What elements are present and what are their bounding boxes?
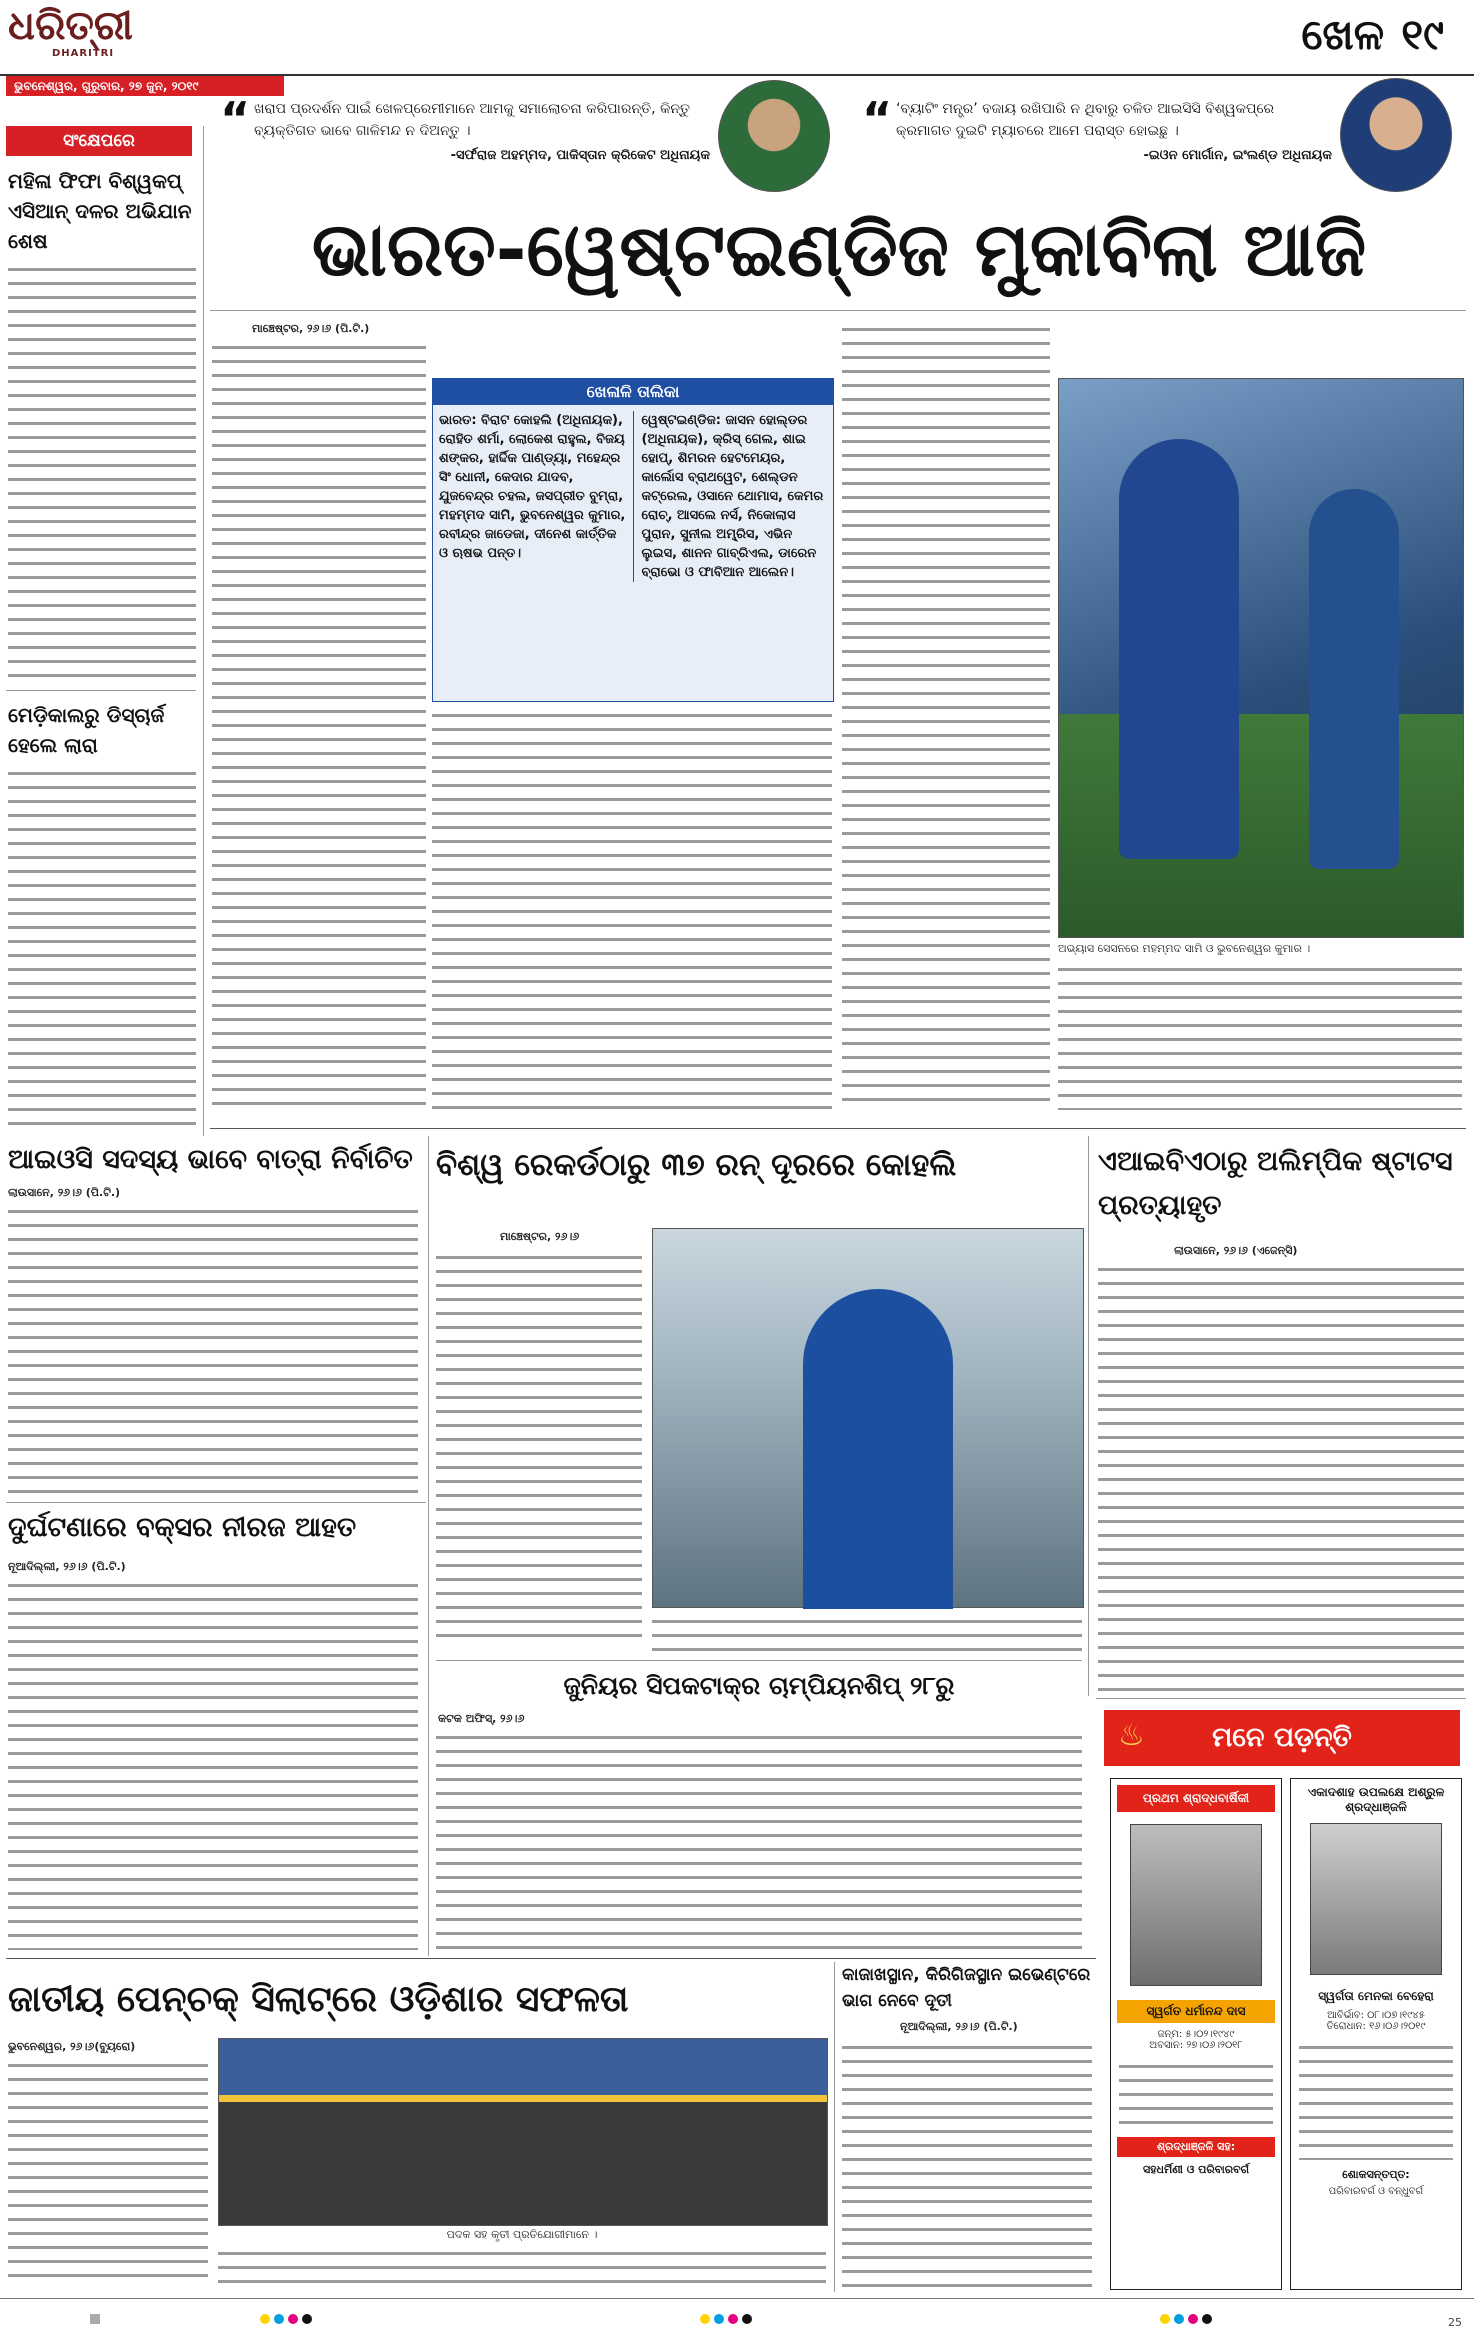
section-label bbox=[1214, 10, 1444, 70]
players-box-title: ଖେଳାଳି ତାଲିକା bbox=[433, 379, 833, 405]
lead-dateline: ମାଞ୍ଚେଷ୍ଟର, ୨୬।୬ (ପି.ଟି.) bbox=[252, 322, 370, 335]
memorial-right-heading: ଏକାଦଶାହ ଉପଲକ୍ଷେ ଅଶ୍ରୁଳ ଶ୍ରଦ୍ଧାଞ୍ଜଳି bbox=[1307, 1785, 1445, 1814]
players-india: ଭାରତ: ବିରାଟ କୋହଲି (ଅଧିନାୟକ), ରୋହିତ ଶର୍ମା, ଲୋକେଶ ରାହୁଲ, ବିଜୟ ଶଙ୍କର, ହାର୍ଦ୍ଦିକ ପାଣ୍ଡ୍ୟା, ମହେନ୍ଦ୍ର ସିଂ ଧୋନୀ, କେଦାର ଯାଦବ, ଯୁଜବେନ୍ଦ୍ର ଚହଲ, ଜସପ୍ରୀତ ବୁମ୍ରା, ମହମ୍ମଦ ସାମି, ଭୁବନେଶ୍ୱର କୁମାର, ରବୀନ୍ଦ୍ର ଜାଡେଜା, ଦୀନେଶ କାର୍ତ୍ତିକ ଓ ଋଷଭ ପନ୍ତ। bbox=[439, 411, 634, 582]
logo-latin: DHARITRI bbox=[52, 48, 115, 59]
lamp-icon: ♨ bbox=[1118, 1718, 1145, 1753]
masthead-logo bbox=[8, 4, 198, 64]
memorial-title: ମନେ ପଡ଼ନ୍ତି bbox=[1212, 1722, 1352, 1753]
memorial-left-detail: ଅବସାନ: ୨୭।୦୬।୨୦୧୮ bbox=[1149, 2040, 1243, 2051]
memorial-left-name: ସ୍ୱର୍ଗତ ଧର୍ମାନନ୍ଦ ଦାସ bbox=[1117, 2000, 1275, 2023]
memorial-left-footer-label: ଶ୍ରଦ୍ଧାଞ୍ଜଳି ସହ: bbox=[1117, 2137, 1275, 2157]
neeraj-headline: ଦୁର୍ଘଟଣାରେ ବକ୍ସର ନୀରଜ ଆହତ bbox=[8, 1512, 357, 1543]
quote-mark-icon: “ bbox=[862, 92, 893, 146]
quote-text: ‘ବ୍ୟାଟିଂ ମନ୍ତ୍ର’ ବଜାୟ ରଖିପାରି ନ ଥିବାରୁ ଚଳିତ ଆଇସିସି ବିଶ୍ୱକପ୍‌ରେ କ୍ରମାଗତ ଦୁଇଟି ମ୍ୟାଚରେ ଆମେ ପରାସ୍ତ ହୋଇଛୁ । bbox=[896, 101, 1275, 139]
aiba-dateline: ଲାଉସାନେ, ୨୬।୬ (ଏଜେନ୍ସି) bbox=[1174, 1244, 1298, 1257]
sidebar-story-body bbox=[8, 262, 196, 680]
quote-text: ଖରାପ ପ୍ରଦର୍ଶନ ପାଇଁ ଖେଳପ୍ରେମୀମାନେ ଆମକୁ ସମାଲୋଚନା କରିପାରନ୍ତି, କିନ୍ତୁ ବ୍ୟକ୍ତିଗତ ଭାବେ ଗାଳିମନ୍ଦ ନ ଦିଅନ୍ତୁ । bbox=[254, 101, 690, 139]
memorial-right bbox=[1290, 1778, 1462, 2290]
player-figure bbox=[1309, 489, 1399, 869]
registration-marks bbox=[0, 2310, 1474, 2330]
lead-body-col1 bbox=[212, 340, 426, 1110]
pencak-body-col1 bbox=[8, 2058, 208, 2288]
player-figure bbox=[1119, 439, 1239, 859]
batra-headline: ଆଇଓସି ସଦସ୍ୟ ଭାବେ ବାତ୍ରା ନିର୍ବାଚିତ bbox=[8, 1144, 413, 1175]
memorial-right-photo bbox=[1310, 1823, 1442, 1975]
kohli-headline: ବିଶ୍ୱ ରେକର୍ଡଠାରୁ ୩୭ ରନ୍‌ ଦୂରରେ କୋହଲି bbox=[436, 1147, 957, 1183]
lead-body-col2 bbox=[432, 708, 832, 1110]
logo-odia: ଧରିତ୍ରୀ bbox=[8, 3, 133, 49]
page-number: ୧୯ bbox=[1401, 10, 1444, 59]
aiba-headline: ଏଆଇବିଏଠାରୁ ଅଲିମ୍ପିକ ଷ୍ଟାଟସ ପ୍ରତ୍ୟାହୃତ bbox=[1098, 1146, 1453, 1221]
quote-attribution: -ସର୍ଫରାଜ ଅହମ୍ମଦ, ପାକିସ୍ତାନ କ୍ରିକେଟ ଅଧିନାୟକ bbox=[450, 148, 710, 163]
pencak-photo bbox=[218, 2038, 828, 2226]
lead-photo-caption: ଅଭ୍ୟାସ ସେସନରେ ମହମ୍ମଦ ସାମି ଓ ଭୁବନେଶ୍ୱର କୁମାର । bbox=[1058, 942, 1311, 955]
pencak-headline: ଜାତୀୟ ପେନ୍‌ଚକ୍‌ ସିଲାଟ୍‌ରେ ଓଡ଼ିଶାର ସଫଳତା bbox=[8, 1979, 629, 2020]
neeraj-dateline: ନୂଆଦିଲ୍ଲୀ, ୨୬।୬ (ପି.ଟି.) bbox=[8, 1560, 126, 1573]
memorial-left-photo bbox=[1130, 1824, 1262, 1986]
memorial-right-detail: ତିରୋଧାନ: ୧୬।୦୬।୨୦୧୯ bbox=[1326, 2021, 1426, 2032]
memorial-right-name: ସ୍ୱର୍ଗତା ମେନକା ବେହେରା bbox=[1318, 1989, 1434, 2003]
sidebar-label-text: ସଂକ୍ଷେପରେ bbox=[63, 131, 135, 151]
players-west-indies: ୱେଷ୍ଟଇଣ୍ଡିଜ: ଜାସନ ହୋଲ୍ଡର (ଅଧିନାୟକ), କ୍ରିସ୍‌ ଗେଲ, ଶାଇ ହୋପ୍‌, ଶିମରନ ହେଟମେୟର, କାର୍ଲୋସ ବ୍ରାଥୱେଟ, ଶେଲ୍‌ଡନ କଟ୍ରେଲ, ଓସାନେ ଥୋମାସ, କେମର ରୋଚ୍‌, ଆସଲେ ନର୍ସ, ନିକୋଲାସ ପୁରାନ, ସୁନୀଲ ଅମ୍ବ୍ରିସ, ଏଭିନ ଲୁଇସ, ଶାନନ ଗାବ୍ରିଏଲ, ଡାରେନ ବ୍ରାଭୋ ଓ ଫାବିଆନ ଆଲେନ। bbox=[641, 413, 824, 580]
quote-mark-icon: “ bbox=[220, 92, 251, 146]
memorial-left bbox=[1110, 1778, 1282, 2290]
kohli-photo bbox=[652, 1228, 1084, 1608]
sarfaraz-photo bbox=[718, 80, 830, 192]
players-box bbox=[432, 378, 834, 702]
pencak-photo-caption: ପଦକ ସହ କୃତୀ ପ୍ରତିଯୋଗୀମାନେ । bbox=[446, 2228, 598, 2241]
batra-dateline: ଲାଉସାନେ, ୨୬।୬ (ପି.ଟି.) bbox=[8, 1186, 121, 1199]
quote-morgan bbox=[862, 92, 1332, 186]
neeraj-body bbox=[8, 1578, 418, 1950]
junior-body bbox=[436, 1730, 1082, 1952]
aiba-body bbox=[1098, 1262, 1464, 1692]
lead-body-col3 bbox=[842, 322, 1050, 1110]
kohli-dateline: ମାଞ୍ଚେଷ୍ଟର, ୨୬।୬ bbox=[500, 1230, 580, 1243]
kohli-figure bbox=[803, 1289, 953, 1609]
memorial-right-footer: ପରିବାରବର୍ଗ ଓ ବନ୍ଧୁବର୍ଗ bbox=[1328, 2186, 1424, 2197]
sidebar-label bbox=[6, 126, 192, 156]
quote-sarfaraz bbox=[220, 92, 710, 186]
sidebar-story-headline: ମେଡ଼ିକାଲରୁ ଡିସ୍‌ଚାର୍ଜ ହେଲେ ଲାରା bbox=[8, 703, 165, 757]
pencak-body-col2 bbox=[218, 2246, 826, 2288]
dutee-headline: କାଜାଖସ୍ଥାନ, କିରିଗିଜସ୍ଥାନ ଇଭେଣ୍ଟରେ ଭାଗ ନେବେ ଦୂତୀ bbox=[842, 1965, 1091, 2011]
footer-page-number: 25 bbox=[1448, 2316, 1462, 2329]
memorial-left-heading: ପ୍ରଥମ ଶ୍ରାଦ୍ଧବାର୍ଷିକୀ bbox=[1117, 1785, 1275, 1812]
lead-photo bbox=[1058, 378, 1464, 938]
kohli-body-col2 bbox=[652, 1614, 1082, 1656]
lead-headline: ଭାରତ-ୱେଷ୍ଟଇଣ୍ଡିଜ ମୁକାବିଲା ଆଜି bbox=[311, 207, 1367, 293]
batra-body bbox=[8, 1204, 418, 1494]
morgan-photo bbox=[1340, 78, 1452, 192]
memorial-right-detail: ଆବିର୍ଭାବ: ୦୮।୦୭।୧୯୪୫ bbox=[1327, 2010, 1425, 2021]
junior-headline: ଜୁନିୟର ସିପକଟାକ୍ର ଚାମ୍ପିୟନଶିପ୍‌ ୨୮ରୁ bbox=[563, 1671, 955, 1700]
dutee-dateline: ନୂଆଦିଲ୍ଲୀ, ୨୬।୬ (ପି.ଟି.) bbox=[900, 2020, 1018, 2033]
sidebar-story-headline: ମହିଳା ଫିଫା ବିଶ୍ୱକପ୍‌ ଏସିଆନ୍‌ ଦଳର ଅଭିଯାନ ଶେଷ bbox=[8, 169, 192, 253]
lead-body-col4 bbox=[1058, 962, 1462, 1110]
junior-dateline: କଟକ ଅଫିସ୍‌, ୨୬।୬ bbox=[438, 1712, 525, 1725]
section-name: ଖେଳ bbox=[1301, 10, 1385, 59]
memorial-banner bbox=[1104, 1710, 1460, 1766]
pencak-dateline: ଭୁବନେଶ୍ୱର, ୨୬।୬(ବ୍ୟୁରୋ) bbox=[8, 2040, 136, 2053]
memorial-right-footer-label: ଶୋକସନ୍ତପ୍ତ: bbox=[1342, 2168, 1410, 2181]
quote-attribution: -ଇଓନ ମୋର୍ଗାନ, ଇଂଲଣ୍ଡ ଅଧିନାୟକ bbox=[1143, 148, 1332, 163]
memorial-left-detail: ଜନ୍ମ: ୫।୦୨।୧୯୪୯ bbox=[1157, 2029, 1235, 2040]
date-text: ଭୁବନେଶ୍ୱର, ଗୁରୁବାର, ୨୭ ଜୁନ, ୨୦୧୯ bbox=[14, 79, 199, 93]
sidebar-story-body bbox=[8, 766, 196, 1126]
memorial-left-footer: ସହଧର୍ମିଣୀ ଓ ପରିବାରବର୍ଗ bbox=[1142, 2163, 1250, 2176]
kohli-body-col1 bbox=[436, 1250, 642, 1646]
dutee-body bbox=[842, 2040, 1092, 2288]
